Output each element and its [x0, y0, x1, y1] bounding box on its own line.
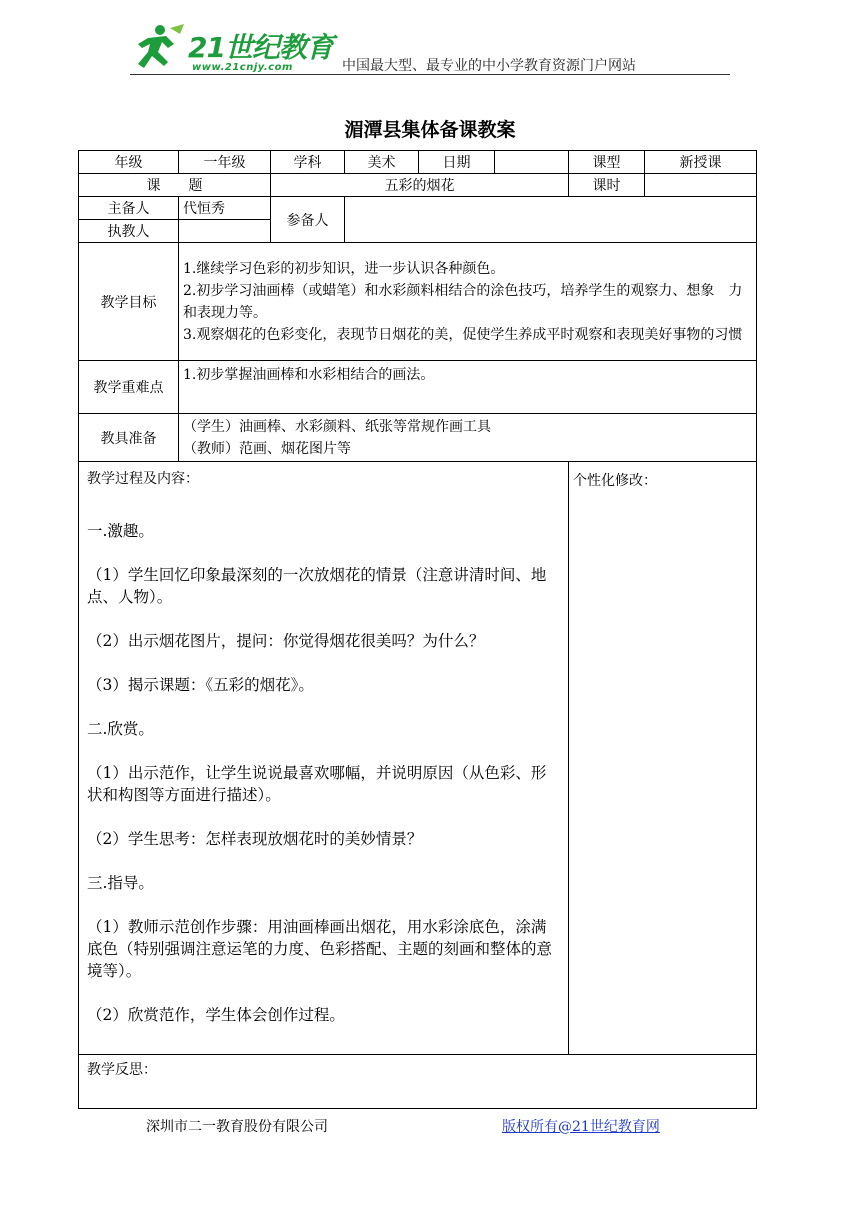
type-label: 课型	[569, 151, 645, 174]
materials-row	[79, 414, 757, 462]
type-value: 新授课	[645, 151, 757, 174]
process-row	[79, 462, 757, 1055]
process-step: （2）学生思考：怎样表现放烟花时的美妙情景？	[87, 830, 423, 848]
grade-label: 年级	[79, 151, 179, 174]
footer-company: 深圳市二一教育股份有限公司	[146, 1119, 328, 1135]
grade-value: 一年级	[179, 151, 271, 174]
key-points-content: 1.初步掌握油画棒和水彩相结合的画法。	[179, 361, 757, 414]
objectives-row	[79, 243, 757, 361]
process-step: （2）出示烟花图片，提问：你觉得烟花很美吗？为什么？	[87, 632, 485, 650]
process-step: （1）出示范作，让学生说说最喜欢哪幅，并说明原因（从色彩、形状和构图等方面进行描述）。	[87, 764, 547, 804]
materials-teacher: （教师）范画、烟花图片等	[183, 440, 351, 457]
co-prep-value	[345, 197, 757, 243]
section-heading: 三.指导。	[87, 874, 154, 892]
materials-student: （学生）油画棒、水彩颜料、纸张等常规作画工具	[183, 418, 491, 435]
date-label: 日期	[419, 151, 495, 174]
key-points-label: 教学重难点	[79, 361, 179, 414]
lesson-plan-table	[78, 150, 757, 1109]
reflection-row	[79, 1055, 757, 1109]
objectives-label: 教学目标	[79, 243, 179, 361]
personalized-notes: 个性化修改：	[569, 462, 757, 1055]
objective-item: 2.初步学习油画棒（或蜡笔）和水彩颜料相结合的涂色技巧，培养学生的观察力、想象 力和表现力等。	[183, 282, 743, 321]
process-step: （1）教师示范创作步骤：用油画棒画出烟花，用水彩涂底色，涂满底色（特别强调注意运笔的力度、色彩搭配、主题的刻画和整体的意境等）。	[87, 918, 553, 980]
materials-content	[179, 414, 757, 462]
process-label: 教学过程及内容：	[87, 471, 199, 487]
info-row-3	[79, 197, 757, 220]
info-row-2	[79, 174, 757, 197]
co-prep-label: 参备人	[271, 197, 345, 243]
subject-label: 学科	[271, 151, 345, 174]
process-step: （3）揭示课题：《五彩的烟花》。	[87, 676, 314, 694]
header-divider	[130, 74, 730, 75]
objective-item: 3.观察烟花的色彩变化，表现节日烟花的美，促使学生养成平时观察和表现美好事物的习惯	[183, 326, 743, 343]
main-prep-value: 代恒秀	[179, 197, 271, 220]
logo-url: www.21cnjy.com	[192, 62, 293, 73]
main-prep-label: 主备人	[79, 197, 179, 220]
teacher-label: 执教人	[79, 220, 179, 243]
header-slogan: 中国最大型、最专业的中小学教育资源门户网站	[342, 58, 636, 74]
subject-value: 美术	[345, 151, 419, 174]
document-title: 湄潭县集体备课教案	[344, 119, 516, 141]
objectives-content	[179, 243, 757, 361]
reflection-label: 教学反思：	[79, 1055, 757, 1109]
info-row-1	[79, 151, 757, 174]
hours-value	[645, 174, 757, 197]
topic-label: 课 题	[79, 174, 271, 197]
date-value	[495, 151, 569, 174]
section-heading: 一.激趣。	[87, 522, 154, 540]
process-content	[79, 462, 569, 1055]
section-heading: 二.欣赏。	[87, 720, 154, 738]
process-step: （2）欣赏范作，学生体会创作过程。	[87, 1006, 345, 1024]
hours-label: 课时	[569, 174, 645, 197]
teacher-value	[179, 220, 271, 243]
topic-value: 五彩的烟花	[271, 174, 569, 197]
footer-copyright-link[interactable]: 版权所有@21世纪教育网	[502, 1119, 660, 1135]
process-step: （1）学生回忆印象最深刻的一次放烟花的情景（注意讲清时间、地点、人物）。	[87, 566, 547, 606]
logo-text: 21世纪教育	[188, 31, 333, 64]
site-header	[130, 22, 730, 78]
key-points-row	[79, 361, 757, 414]
objective-item: 1.继续学习色彩的初步知识，进一步认识各种颜色。	[183, 260, 505, 277]
materials-label: 教具准备	[79, 414, 179, 462]
